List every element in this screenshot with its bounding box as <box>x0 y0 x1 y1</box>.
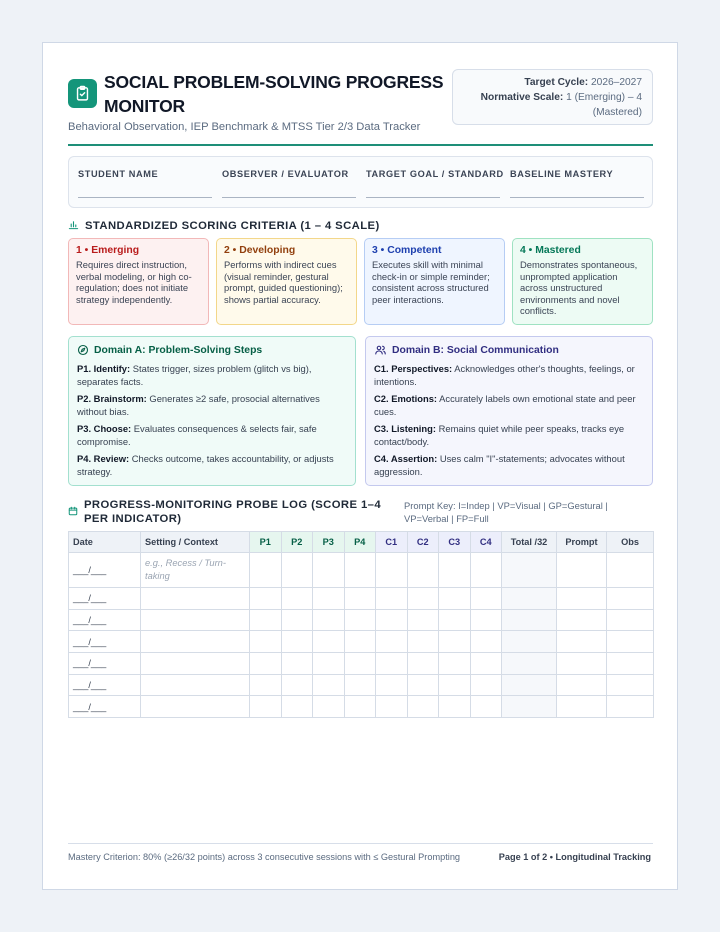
score-cell[interactable] <box>439 553 471 588</box>
scale-title: 4 • Mastered <box>520 245 581 256</box>
table-header-row <box>69 532 654 553</box>
field-label: BASELINE MASTERY <box>510 169 614 179</box>
domain-b-box <box>365 336 653 486</box>
clipboard-icon <box>68 79 97 108</box>
column-header: P1 <box>250 532 282 553</box>
score-cell[interactable] <box>439 696 471 718</box>
domain-a-item: P2. Brainstorm: Generates ≥2 safe, prosocial alternatives without bias. <box>77 393 320 417</box>
table-row <box>69 609 654 631</box>
page-subtitle: Behavioral Observation, IEP Benchmark & MTSS Tier 2/3 Data Tracker <box>68 121 421 133</box>
column-header: Obs <box>607 532 654 553</box>
score-cell[interactable] <box>250 588 282 610</box>
table-row <box>69 631 654 653</box>
scale-description: Performs with indirect cues (visual reminder, gestural prompt, guided questioning); shows partial accuracy. <box>224 259 343 305</box>
table-row <box>69 553 654 588</box>
compass-icon <box>77 344 89 356</box>
calendar-icon <box>68 506 78 516</box>
column-header: P3 <box>313 532 345 553</box>
score-cell[interactable] <box>281 553 313 588</box>
scale-card-emerging <box>68 238 209 325</box>
write-line[interactable] <box>222 197 356 198</box>
obs-cell[interactable] <box>607 588 654 610</box>
setting-cell[interactable] <box>141 631 250 653</box>
mastery-criterion: Mastery Criterion: 80% (≥26/32 points) across 3 consecutive sessions with ≤ Gestural Prompting <box>68 852 461 862</box>
score-cell[interactable] <box>313 696 345 718</box>
score-cell[interactable] <box>313 653 345 675</box>
score-cell[interactable] <box>281 674 313 696</box>
cycle-info-box <box>452 69 653 125</box>
score-cell[interactable] <box>313 674 345 696</box>
column-header: Total /32 <box>502 532 557 553</box>
total-cell[interactable] <box>502 631 557 653</box>
score-cell[interactable] <box>281 696 313 718</box>
prompt-cell[interactable] <box>557 553 607 588</box>
field-label: OBSERVER / EVALUATOR <box>222 169 349 179</box>
score-cell[interactable] <box>281 609 313 631</box>
prompt-cell[interactable] <box>557 653 607 675</box>
score-cell[interactable] <box>407 588 439 610</box>
domain-a-item: P3. Choose: Evaluates consequences & selects fair, safe compromise. <box>77 423 317 447</box>
column-header: Setting / Context <box>141 532 250 553</box>
scoring-criteria-heading: STANDARDIZED SCORING CRITERIA (1 – 4 SCALE) <box>68 219 380 233</box>
score-cell[interactable] <box>344 631 376 653</box>
score-cell[interactable] <box>250 609 282 631</box>
table-row <box>69 696 654 718</box>
write-line[interactable] <box>510 197 644 198</box>
score-cell[interactable] <box>281 653 313 675</box>
obs-cell[interactable] <box>607 653 654 675</box>
table-row <box>69 674 654 696</box>
table-row <box>69 588 654 610</box>
score-cell[interactable] <box>376 631 408 653</box>
score-cell[interactable] <box>376 674 408 696</box>
column-header: C3 <box>439 532 471 553</box>
score-cell[interactable] <box>344 674 376 696</box>
date-cell[interactable]: ___/___ <box>69 653 141 675</box>
scale-description: Executes skill with minimal check-in or simple reminder; consistent across structured peer interactions. <box>372 259 490 305</box>
scale-card-competent <box>364 238 505 325</box>
score-cell[interactable] <box>407 674 439 696</box>
date-cell[interactable]: ___/___ <box>69 674 141 696</box>
prompt-cell[interactable] <box>557 609 607 631</box>
obs-cell[interactable] <box>607 696 654 718</box>
score-cell[interactable] <box>281 588 313 610</box>
setting-cell[interactable] <box>141 653 250 675</box>
score-cell[interactable] <box>407 631 439 653</box>
domain-b-title: Domain B: Social Communication <box>392 344 559 356</box>
scale-card-developing <box>216 238 357 325</box>
score-cell[interactable] <box>313 553 345 588</box>
score-cell[interactable] <box>439 631 471 653</box>
score-cell[interactable] <box>313 631 345 653</box>
table-row <box>69 653 654 675</box>
target-cycle-label: Target Cycle: <box>524 77 589 88</box>
date-cell[interactable]: ___/___ <box>69 631 141 653</box>
score-cell[interactable] <box>281 631 313 653</box>
domain-b-item: C2. Emotions: Accurately labels own emotional state and peer cues. <box>374 393 636 417</box>
date-cell[interactable]: ___/___ <box>69 588 141 610</box>
score-cell[interactable] <box>344 588 376 610</box>
page-indicator: Page 1 of 2 • Longitudinal Tracking <box>498 852 651 862</box>
total-cell[interactable] <box>502 553 557 588</box>
score-cell[interactable] <box>439 609 471 631</box>
score-cell[interactable] <box>250 696 282 718</box>
obs-cell[interactable] <box>607 609 654 631</box>
column-header: C4 <box>470 532 502 553</box>
setting-cell[interactable] <box>141 609 250 631</box>
worksheet-page <box>42 42 678 890</box>
score-cell[interactable] <box>407 553 439 588</box>
scale-card-mastered <box>512 238 653 325</box>
setting-cell[interactable] <box>141 674 250 696</box>
scale-title: 1 • Emerging <box>76 245 140 256</box>
field-label: STUDENT NAME <box>78 169 159 179</box>
score-cell[interactable] <box>407 696 439 718</box>
obs-cell[interactable] <box>607 674 654 696</box>
users-icon <box>374 344 387 356</box>
total-cell[interactable] <box>502 696 557 718</box>
obs-cell[interactable] <box>607 553 654 588</box>
normative-scale-value: 1 (Emerging) – 4 (Mastered) <box>566 92 642 118</box>
field-label: TARGET GOAL / STANDARD <box>366 169 504 179</box>
score-cell[interactable] <box>344 653 376 675</box>
setting-cell[interactable] <box>141 588 250 610</box>
score-cell[interactable] <box>250 653 282 675</box>
date-cell[interactable]: ___/___ <box>69 696 141 718</box>
score-cell[interactable] <box>407 609 439 631</box>
score-cell[interactable] <box>470 653 502 675</box>
score-cell[interactable] <box>344 609 376 631</box>
total-cell[interactable] <box>502 674 557 696</box>
domain-b-item: C1. Perspectives: Acknowledges other's thoughts, feelings, or intentions. <box>374 363 635 387</box>
score-cell[interactable] <box>250 631 282 653</box>
scale-description: Demonstrates spontaneous, unprompted application across unstructured environments and novel conflicts. <box>520 259 638 317</box>
footer-divider <box>68 843 653 844</box>
date-cell[interactable]: ___/___ <box>69 553 141 588</box>
domain-a-item: P4. Review: Checks outcome, takes accountability, or adjusts strategy. <box>77 453 334 477</box>
write-line[interactable] <box>78 197 212 198</box>
score-cell[interactable] <box>250 553 282 588</box>
target-cycle-value: 2026–2027 <box>591 77 642 88</box>
total-cell[interactable] <box>502 653 557 675</box>
score-cell[interactable] <box>439 653 471 675</box>
prompt-cell[interactable] <box>557 588 607 610</box>
score-cell[interactable] <box>376 653 408 675</box>
column-header: P2 <box>281 532 313 553</box>
prompt-cell[interactable] <box>557 696 607 718</box>
student-info-fields <box>68 156 653 208</box>
probe-log-table <box>68 531 654 718</box>
score-cell[interactable] <box>470 588 502 610</box>
column-header: C1 <box>376 532 408 553</box>
prompt-key: Prompt Key: I=Indep | VP=Visual | GP=Gestural | VP=Verbal | FP=Full <box>404 500 608 524</box>
header <box>68 68 653 148</box>
score-cell[interactable] <box>439 674 471 696</box>
score-cell[interactable] <box>313 588 345 610</box>
score-cell[interactable] <box>344 696 376 718</box>
total-cell[interactable] <box>502 609 557 631</box>
column-header: Prompt <box>557 532 607 553</box>
score-cell[interactable] <box>439 588 471 610</box>
setting-cell[interactable]: e.g., Recess / Turn-taking <box>141 553 250 588</box>
domain-a-title: Domain A: Problem-Solving Steps <box>94 344 263 356</box>
probe-log-body <box>69 553 654 718</box>
scale-title: 3 • Competent <box>372 245 442 256</box>
score-cell[interactable] <box>376 609 408 631</box>
score-cell[interactable] <box>470 609 502 631</box>
prompt-cell[interactable] <box>557 631 607 653</box>
score-cell[interactable] <box>376 553 408 588</box>
obs-cell[interactable] <box>607 631 654 653</box>
domain-a-item: P1. Identify: States trigger, sizes problem (glitch vs big), separates facts. <box>77 363 312 387</box>
probe-log-heading: PROGRESS-MONITORING PROBE LOG (SCORE 1–4 PER INDICATOR) <box>68 498 398 526</box>
header-divider <box>68 144 653 146</box>
column-header: P4 <box>344 532 376 553</box>
normative-scale-label: Normative Scale: <box>480 92 564 103</box>
page-title: SOCIAL PROBLEM-SOLVING PROGRESS MONITOR <box>104 72 444 116</box>
total-cell[interactable] <box>502 588 557 610</box>
bar-chart-icon <box>68 219 79 233</box>
score-cell[interactable] <box>376 696 408 718</box>
score-cell[interactable] <box>470 553 502 588</box>
domain-a-box <box>68 336 356 486</box>
score-cell[interactable] <box>407 653 439 675</box>
score-cell[interactable] <box>470 674 502 696</box>
setting-cell[interactable] <box>141 696 250 718</box>
score-cell[interactable] <box>344 553 376 588</box>
score-cell[interactable] <box>250 674 282 696</box>
scale-title: 2 • Developing <box>224 245 296 256</box>
score-cell[interactable] <box>313 609 345 631</box>
column-header: C2 <box>407 532 439 553</box>
domain-b-item: C4. Assertion: Uses calm "I"-statements; advocates without aggression. <box>374 453 625 477</box>
scale-description: Requires direct instruction, verbal modeling, or high co-regulation; does not initiate strategy independently. <box>76 259 192 305</box>
write-line[interactable] <box>366 197 500 198</box>
prompt-cell[interactable] <box>557 674 607 696</box>
column-header: Date <box>69 532 141 553</box>
domain-b-item: C3. Listening: Remains quiet while peer speaks, tracks eye contact/body. <box>374 423 625 447</box>
score-cell[interactable] <box>376 588 408 610</box>
score-cell[interactable] <box>470 696 502 718</box>
score-cell[interactable] <box>470 631 502 653</box>
date-cell[interactable]: ___/___ <box>69 609 141 631</box>
